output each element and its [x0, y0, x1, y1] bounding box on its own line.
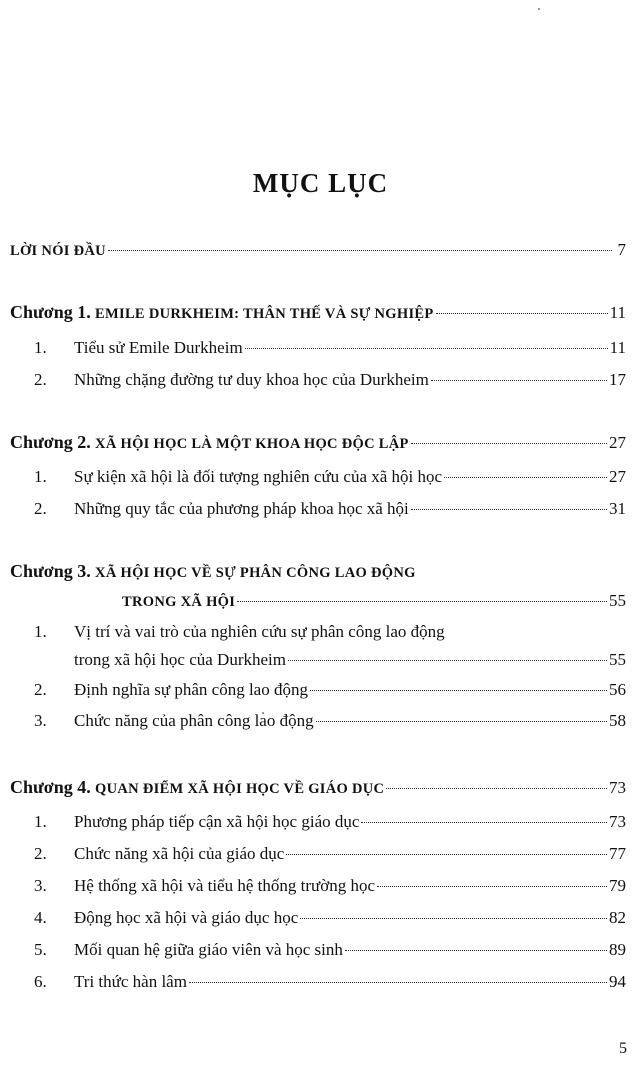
- preface-page: 7: [617, 240, 626, 259]
- toc-entry-4-1[interactable]: [34, 812, 626, 832]
- chapter-page: 55: [609, 591, 626, 610]
- dot-leader: [436, 313, 608, 314]
- item-text-line1: Vị trí và vai trò của nghiên cứu sự phân công lao động: [74, 622, 445, 641]
- toc-entry-chapter-3[interactable]: [10, 561, 416, 582]
- toc-entry-1-2[interactable]: [34, 370, 626, 390]
- dot-leader: [361, 822, 607, 823]
- dot-leader: [411, 509, 607, 510]
- toc-entry-preface[interactable]: [10, 240, 626, 260]
- toc-entry-chapter-1[interactable]: [10, 302, 626, 323]
- item-text: Những chặng đường tư duy khoa học của Durkheim: [74, 370, 429, 389]
- chapter-page: 73: [609, 778, 626, 797]
- item-number: 2.: [34, 844, 47, 863]
- toc-entry-4-2[interactable]: [34, 844, 626, 864]
- chapter-page: 11: [609, 303, 626, 322]
- chapter-label: Chương 1.: [10, 302, 91, 322]
- toc-entry-chapter-2[interactable]: [10, 432, 626, 453]
- toc-entry-3-1[interactable]: [34, 622, 445, 642]
- dot-leader: [288, 660, 607, 661]
- item-number: 5.: [34, 940, 47, 959]
- toc-entry-chapter-4[interactable]: [10, 777, 626, 798]
- item-number: 3.: [34, 711, 47, 730]
- preface-label: LỜI NÓI ĐẦU: [10, 243, 106, 259]
- item-page: 11: [609, 338, 626, 357]
- item-page: 94: [609, 972, 626, 991]
- item-number: 2.: [34, 680, 47, 699]
- toc-entry-1-1[interactable]: [34, 338, 626, 358]
- item-number: 1.: [34, 467, 47, 486]
- item-text: Chức năng xã hội của giáo dục: [74, 844, 285, 863]
- item-text: Mối quan hệ giữa giáo viên và học sinh: [74, 940, 343, 959]
- dot-leader: [316, 721, 607, 722]
- dot-leader: [237, 601, 607, 602]
- toc-entry-3-1-cont[interactable]: [74, 650, 626, 670]
- item-number: 2.: [34, 370, 47, 389]
- chapter-label: Chương 3.: [10, 561, 91, 581]
- item-text: Hệ thống xã hội và tiểu hệ thống trường học: [74, 876, 376, 895]
- dot-leader: [431, 380, 607, 381]
- item-text: Sự kiện xã hội là đối tượng nghiên cứu của xã hội học: [74, 467, 443, 486]
- dot-leader: [108, 250, 612, 251]
- dot-leader: [286, 854, 607, 855]
- toc-entry-chapter-3-cont[interactable]: [122, 591, 626, 611]
- chapter-label: Chương 2.: [10, 432, 91, 452]
- chapter-page: 27: [609, 433, 626, 452]
- item-number: 6.: [34, 972, 47, 991]
- item-text: Phương pháp tiếp cận xã hội học giáo dục: [74, 812, 360, 831]
- dot-leader: [345, 950, 607, 951]
- toc-entry-3-2[interactable]: [34, 680, 626, 700]
- scan-speck: [538, 8, 540, 10]
- item-page: 27: [609, 467, 626, 486]
- chapter-label: Chương 4.: [10, 777, 91, 797]
- item-page: 56: [609, 680, 626, 699]
- item-page: 55: [609, 650, 626, 669]
- item-text: Tiểu sử Emile Durkheim: [74, 338, 243, 357]
- item-number: 1.: [34, 338, 47, 357]
- item-page: 73: [609, 812, 626, 831]
- item-page: 89: [609, 940, 626, 959]
- dot-leader: [189, 982, 607, 983]
- toc-entry-4-4[interactable]: [34, 908, 626, 928]
- item-number: 1.: [34, 812, 47, 831]
- toc-entry-4-3[interactable]: [34, 876, 626, 896]
- item-page: 17: [609, 370, 626, 389]
- dot-leader: [245, 348, 608, 349]
- dot-leader: [444, 477, 607, 478]
- chapter-title: QUAN ĐIỂM XÃ HỘI HỌC VỀ GIÁO DỤC: [95, 781, 385, 797]
- toc-entry-2-2[interactable]: [34, 499, 626, 519]
- chapter-title-line2: TRONG XÃ HỘI: [122, 594, 236, 610]
- item-page: 79: [609, 876, 626, 895]
- item-text: Những quy tắc của phương pháp khoa học xã hội: [74, 499, 409, 518]
- page-number: 5: [619, 1040, 627, 1057]
- item-text-line2: trong xã hội học của Durkheim: [74, 650, 286, 669]
- dot-leader: [386, 788, 607, 789]
- dot-leader: [411, 443, 607, 444]
- chapter-title: XÃ HỘI HỌC LÀ MỘT KHOA HỌC ĐỘC LẬP: [95, 436, 409, 452]
- item-text: Tri thức hàn lâm: [74, 972, 187, 991]
- item-number: 4.: [34, 908, 47, 927]
- item-number: 1.: [34, 622, 47, 641]
- item-page: 82: [609, 908, 626, 927]
- toc-entry-4-5[interactable]: [34, 940, 626, 960]
- chapter-title-line1: XÃ HỘI HỌC VỀ SỰ PHÂN CÔNG LAO ĐỘNG: [95, 565, 416, 581]
- item-text: Định nghĩa sự phân công lao động: [74, 680, 308, 699]
- item-number: 3.: [34, 876, 47, 895]
- dot-leader: [377, 886, 607, 887]
- page-title: MỤC LỤC: [252, 168, 389, 198]
- toc-entry-4-6[interactable]: [34, 972, 626, 992]
- dot-leader: [310, 690, 607, 691]
- dot-leader: [300, 918, 607, 919]
- item-page: 31: [609, 499, 626, 518]
- item-text: Động học xã hội và giáo dục học: [74, 908, 299, 927]
- item-number: 2.: [34, 499, 47, 518]
- item-page: 77: [609, 844, 626, 863]
- item-page: 58: [609, 711, 626, 730]
- item-text: Chức năng của phân công lao động: [74, 711, 314, 730]
- toc-entry-3-3[interactable]: [34, 711, 626, 731]
- toc-entry-2-1[interactable]: [34, 467, 626, 487]
- chapter-title: EMILE DURKHEIM: THÂN THẾ VÀ SỰ NGHIỆP: [95, 306, 434, 322]
